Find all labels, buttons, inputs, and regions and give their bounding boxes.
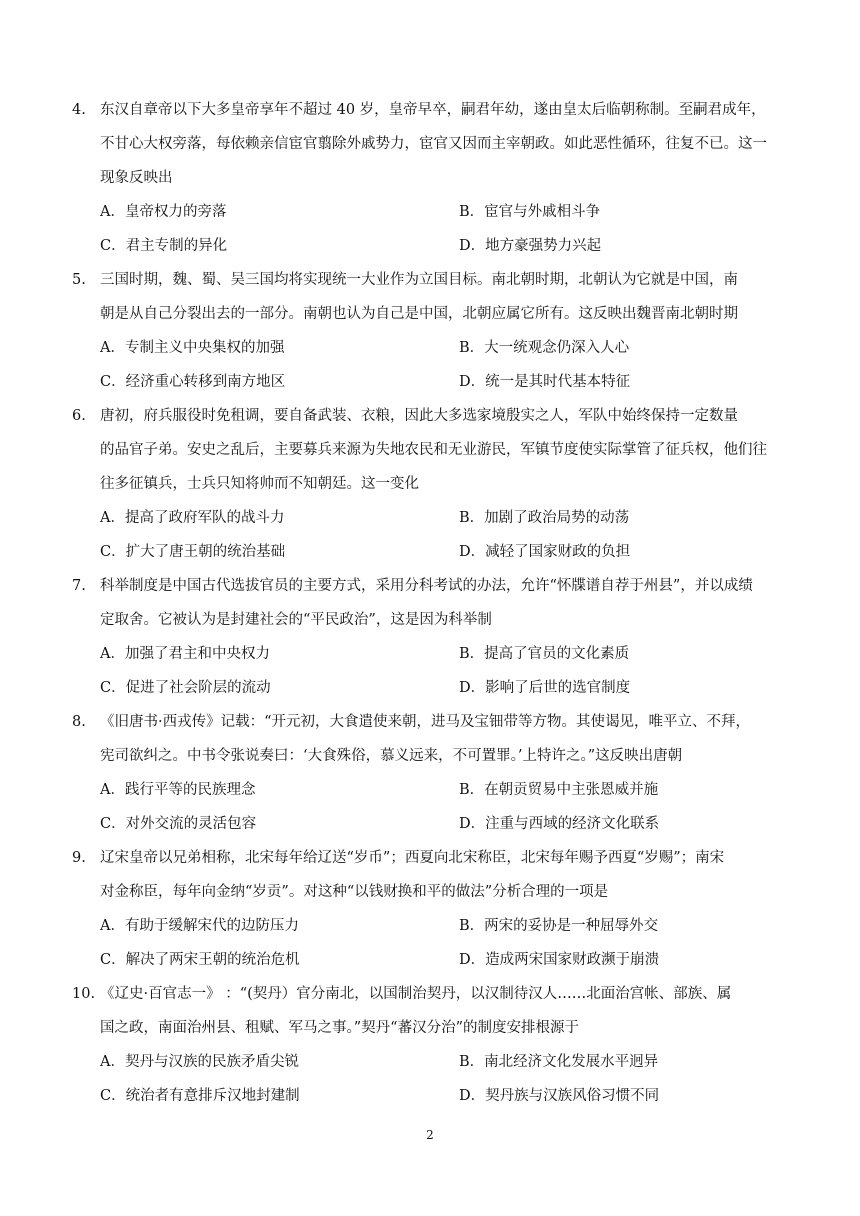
option-d: D．减轻了国家财政的负担	[459, 544, 631, 560]
question-number: 7.	[72, 578, 86, 594]
question-stem-line: 不甘心大权旁落，每依赖亲信宦官翦除外戚势力，宦官又因而主宰朝政。如此恶性循环，往复不已。这一	[100, 136, 767, 152]
page-number: 2	[426, 1128, 434, 1142]
option-a: A．加强了君主和中央权力	[100, 646, 270, 662]
option-b: B．加剧了政治局势的动荡	[459, 510, 630, 526]
question-stem-line: 朝是从自己分裂出去的一部分。南朝也认为自己是中国，北朝应属它所有。这反映出魏晋南北朝时期	[100, 306, 738, 322]
option-d: D．造成两宋国家财政濒于崩溃	[459, 952, 660, 968]
question-number: 9.	[72, 850, 86, 866]
option-c: C．扩大了唐王朝的统治基础	[100, 544, 286, 560]
question-stem-line: 《辽史·百官志一》 ：“(契丹）官分南北，以国制治契丹，以汉制待汉人……北面治宫帐、部族、属	[100, 986, 732, 1002]
option-b: B．宦官与外戚相斗争	[459, 204, 601, 220]
option-d: D．注重与西域的经济文化联系	[459, 816, 660, 832]
question-stem-line: 科举制度是中国古代选拔官员的主要方式，采用分科考试的办法，允许“怀牒谱自荐于州县”，并以成绩	[100, 578, 753, 594]
option-d: D．地方豪强势力兴起	[459, 238, 602, 254]
question-number: 10.	[72, 986, 96, 1002]
option-a: A．专制主义中央集权的加强	[100, 340, 285, 356]
option-b: B．两宋的妥协是一种屈辱外交	[459, 918, 659, 934]
option-b: B．在朝贡贸易中主张恩威并施	[459, 782, 659, 798]
option-b: B．提高了官员的文化素质	[459, 646, 630, 662]
question-number: 4.	[72, 102, 86, 118]
option-c: C．统治者有意排斥汉地封建制	[100, 1088, 300, 1104]
option-a: A．契丹与汉族的民族矛盾尖锐	[100, 1054, 299, 1070]
option-c: C．君主专制的异化	[100, 238, 228, 254]
question-stem-line: 国之政，南面治州县、租赋、军马之事。”契丹“蕃汉分治”的制度安排根源于	[100, 1020, 579, 1036]
question-stem-line: 的品官子弟。安史之乱后，主要募兵来源为失地农民和无业游民，军镇节度使实际掌管了征兵权，他们往	[100, 442, 767, 458]
question-number: 5.	[72, 272, 86, 288]
option-d: D．影响了后世的选官制度	[459, 680, 631, 696]
question-stem-line: 东汉自章帝以下大多皇帝享年不超过 40 岁，皇帝早卒，嗣君年幼，遂由皇太后临朝称制。至嗣君成年，	[100, 102, 766, 118]
question-stem-line: 三国时期，魏、蜀、吴三国均将实现统一大业作为立国目标。南北朝时期，北朝认为它就是中国，南	[100, 272, 738, 288]
question-stem-line: 宪司欲纠之。中书令张说奏曰：‘大食殊俗，慕义远来，不可置罪。’上特许之。”这反映出唐朝	[100, 748, 683, 764]
question-stem-line: 《旧唐书·西戎传》记载：“开元初，大食遣使来朝，进马及宝钿带等方物。其使谒见，唯平立、不拜，	[100, 714, 751, 730]
question-stem-line: 现象反映出	[100, 170, 173, 186]
option-b: B．大一统观念仍深入人心	[459, 340, 630, 356]
question-stem-line: 对金称臣，每年向金纳“岁贡”。对这种“以钱财换和平的做法”分析合理的一项是	[100, 884, 609, 900]
option-d: D．契丹族与汉族风俗习惯不同	[459, 1088, 660, 1104]
question-stem-line: 定取舍。它被认为是封建社会的“平民政治”，这是因为科举制	[100, 612, 492, 628]
question-number: 8.	[72, 714, 86, 730]
option-c: C．促进了社会阶层的流动	[100, 680, 271, 696]
question-stem-line: 往多征镇兵，士兵只知将帅而不知朝廷。这一变化	[100, 476, 419, 492]
question-number: 6.	[72, 408, 86, 424]
question-stem-line: 唐初，府兵服役时免租调，要自备武装、衣粮，因此大多选家境殷实之人，军队中始终保持一定数量	[100, 408, 738, 424]
option-a: A．提高了政府军队的战斗力	[100, 510, 285, 526]
option-c: C．解决了两宋王朝的统治危机	[100, 952, 300, 968]
question-stem-line: 辽宋皇帝以兄弟相称，北宋每年给辽送“岁币”；西夏向北宋称臣，北宋每年赐予西夏“岁赐”；南宋	[100, 850, 725, 866]
option-c: C．对外交流的灵活包容	[100, 816, 257, 832]
option-a: A．皇帝权力的旁落	[100, 204, 227, 220]
option-a: A．践行平等的民族理念	[100, 782, 256, 798]
option-d: D．统一是其时代基本特征	[459, 374, 631, 390]
option-b: B．南北经济文化发展水平迥异	[459, 1054, 659, 1070]
option-a: A．有助于缓解宋代的边防压力	[100, 918, 299, 934]
option-c: C．经济重心转移到南方地区	[100, 374, 286, 390]
